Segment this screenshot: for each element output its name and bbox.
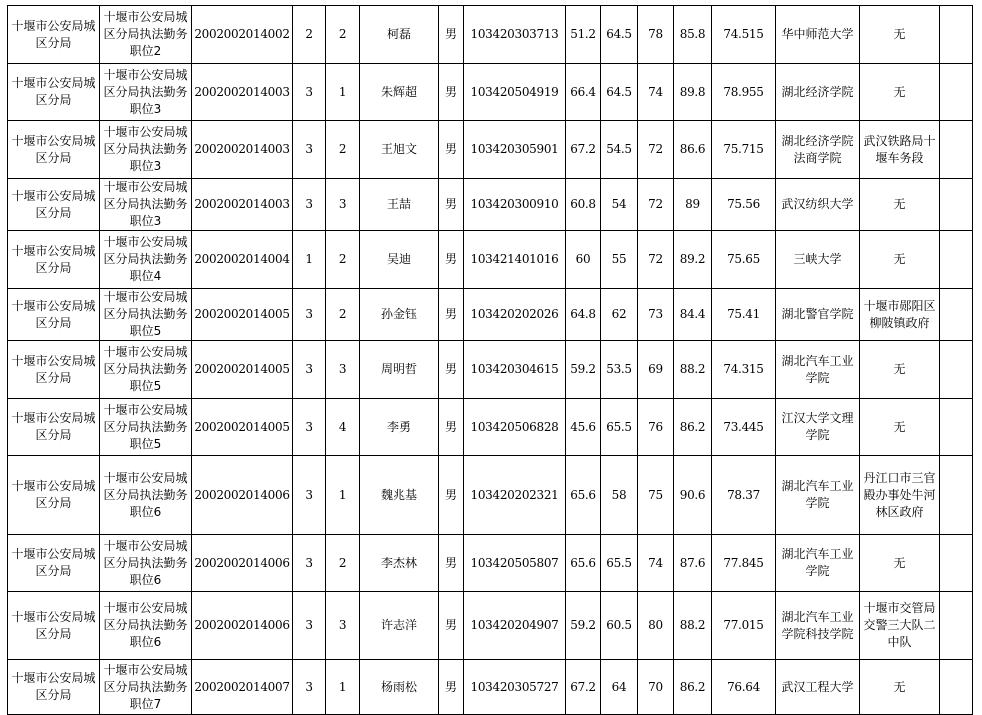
cell-extra — [940, 399, 973, 456]
cell-total-score: 74.515 — [712, 6, 776, 64]
cell-score-4: 85.8 — [674, 6, 712, 64]
cell-unit: 十堰市公安局城区分局 — [8, 341, 100, 399]
cell-unit: 十堰市公安局城区分局 — [8, 456, 100, 535]
cell-total-score: 78.37 — [712, 456, 776, 535]
cell-ticket-number: 103421401016 — [464, 231, 566, 289]
cell-score-4: 87.6 — [674, 535, 712, 592]
results-table — [7, 5, 973, 715]
cell-score-4: 89.8 — [674, 64, 712, 121]
cell-extra — [940, 121, 973, 179]
cell-position-code: 2002002014006 — [192, 456, 293, 535]
cell-total-score: 75.65 — [712, 231, 776, 289]
cell-position-code: 2002002014005 — [192, 341, 293, 399]
cell-position: 十堰市公安局城区分局执法勤务职位5 — [100, 289, 192, 341]
cell-score-2: 60.5 — [601, 592, 638, 660]
cell-extra — [940, 231, 973, 289]
cell-extra — [940, 6, 973, 64]
cell-score-3: 80 — [638, 592, 674, 660]
cell-score-4: 90.6 — [674, 456, 712, 535]
table-row — [8, 456, 973, 535]
results-table-body — [8, 6, 973, 715]
cell-school: 湖北汽车工业学院 — [776, 535, 860, 592]
cell-score-2: 64.5 — [601, 64, 638, 121]
cell-total-score: 76.64 — [712, 660, 776, 715]
cell-rank: 3 — [326, 179, 360, 231]
table-row — [8, 64, 973, 121]
cell-score-1: 60 — [566, 231, 601, 289]
cell-gender: 男 — [439, 399, 464, 456]
cell-rank: 2 — [326, 535, 360, 592]
cell-gender: 男 — [439, 592, 464, 660]
cell-employer: 无 — [860, 6, 940, 64]
cell-employer: 无 — [860, 535, 940, 592]
cell-score-1: 66.4 — [566, 64, 601, 121]
cell-total-score: 75.41 — [712, 289, 776, 341]
cell-position-code: 2002002014006 — [192, 535, 293, 592]
cell-score-2: 62 — [601, 289, 638, 341]
table-row — [8, 121, 973, 179]
cell-score-4: 89.2 — [674, 231, 712, 289]
cell-extra — [940, 535, 973, 592]
cell-score-1: 65.6 — [566, 535, 601, 592]
cell-total-score: 73.445 — [712, 399, 776, 456]
cell-score-2: 54.5 — [601, 121, 638, 179]
cell-quota: 3 — [293, 456, 326, 535]
cell-total-score: 75.56 — [712, 179, 776, 231]
cell-gender: 男 — [439, 179, 464, 231]
cell-position-code: 2002002014005 — [192, 289, 293, 341]
cell-score-3: 72 — [638, 179, 674, 231]
cell-school: 三峡大学 — [776, 231, 860, 289]
cell-name: 柯磊 — [360, 6, 439, 64]
cell-gender: 男 — [439, 289, 464, 341]
cell-ticket-number: 103420506828 — [464, 399, 566, 456]
cell-name: 魏兆基 — [360, 456, 439, 535]
cell-gender: 男 — [439, 535, 464, 592]
cell-rank: 3 — [326, 341, 360, 399]
cell-score-3: 74 — [638, 535, 674, 592]
cell-unit: 十堰市公安局城区分局 — [8, 399, 100, 456]
cell-rank: 2 — [326, 121, 360, 179]
cell-ticket-number: 103420303713 — [464, 6, 566, 64]
cell-position: 十堰市公安局城区分局执法勤务职位3 — [100, 64, 192, 121]
cell-school: 华中师范大学 — [776, 6, 860, 64]
cell-position: 十堰市公安局城区分局执法勤务职位6 — [100, 592, 192, 660]
cell-position: 十堰市公安局城区分局执法勤务职位6 — [100, 456, 192, 535]
cell-school: 湖北经济学院法商学院 — [776, 121, 860, 179]
table-row — [8, 341, 973, 399]
cell-ticket-number: 103420305727 — [464, 660, 566, 715]
cell-gender: 男 — [439, 341, 464, 399]
cell-quota: 3 — [293, 341, 326, 399]
cell-score-1: 60.8 — [566, 179, 601, 231]
cell-quota: 3 — [293, 289, 326, 341]
cell-score-2: 65.5 — [601, 399, 638, 456]
cell-ticket-number: 103420505807 — [464, 535, 566, 592]
cell-position: 十堰市公安局城区分局执法勤务职位5 — [100, 399, 192, 456]
cell-total-score: 78.955 — [712, 64, 776, 121]
cell-position: 十堰市公安局城区分局执法勤务职位3 — [100, 179, 192, 231]
table-row — [8, 289, 973, 341]
cell-total-score: 75.715 — [712, 121, 776, 179]
cell-quota: 3 — [293, 399, 326, 456]
cell-position-code: 2002002014003 — [192, 64, 293, 121]
cell-score-3: 74 — [638, 64, 674, 121]
cell-rank: 2 — [326, 231, 360, 289]
table-row — [8, 535, 973, 592]
cell-score-1: 51.2 — [566, 6, 601, 64]
cell-score-1: 65.6 — [566, 456, 601, 535]
cell-unit: 十堰市公安局城区分局 — [8, 231, 100, 289]
cell-gender: 男 — [439, 456, 464, 535]
cell-gender: 男 — [439, 660, 464, 715]
table-row — [8, 179, 973, 231]
cell-score-3: 69 — [638, 341, 674, 399]
table-row — [8, 592, 973, 660]
cell-rank: 1 — [326, 660, 360, 715]
cell-score-3: 76 — [638, 399, 674, 456]
cell-ticket-number: 103420204907 — [464, 592, 566, 660]
cell-name: 杨雨松 — [360, 660, 439, 715]
cell-score-1: 67.2 — [566, 121, 601, 179]
cell-score-4: 86.2 — [674, 399, 712, 456]
cell-quota: 1 — [293, 231, 326, 289]
cell-school: 江汉大学文理学院 — [776, 399, 860, 456]
cell-employer: 无 — [860, 660, 940, 715]
cell-rank: 2 — [326, 289, 360, 341]
cell-position-code: 2002002014005 — [192, 399, 293, 456]
cell-total-score: 74.315 — [712, 341, 776, 399]
cell-employer: 丹江口市三官殿办事处牛河林区政府 — [860, 456, 940, 535]
cell-employer: 无 — [860, 341, 940, 399]
cell-gender: 男 — [439, 121, 464, 179]
cell-gender: 男 — [439, 6, 464, 64]
cell-position-code: 2002002014002 — [192, 6, 293, 64]
cell-employer: 无 — [860, 399, 940, 456]
cell-score-3: 75 — [638, 456, 674, 535]
cell-score-2: 65.5 — [601, 535, 638, 592]
cell-quota: 3 — [293, 592, 326, 660]
cell-unit: 十堰市公安局城区分局 — [8, 121, 100, 179]
cell-score-1: 64.8 — [566, 289, 601, 341]
cell-score-1: 45.6 — [566, 399, 601, 456]
cell-extra — [940, 64, 973, 121]
cell-name: 周明哲 — [360, 341, 439, 399]
cell-extra — [940, 456, 973, 535]
cell-rank: 1 — [326, 64, 360, 121]
cell-name: 王喆 — [360, 179, 439, 231]
cell-total-score: 77.015 — [712, 592, 776, 660]
table-row — [8, 6, 973, 64]
cell-score-1: 59.2 — [566, 341, 601, 399]
cell-ticket-number: 103420202321 — [464, 456, 566, 535]
cell-score-3: 72 — [638, 231, 674, 289]
cell-score-3: 73 — [638, 289, 674, 341]
cell-name: 朱辉超 — [360, 64, 439, 121]
cell-position-code: 2002002014003 — [192, 179, 293, 231]
cell-name: 李杰林 — [360, 535, 439, 592]
cell-score-2: 64.5 — [601, 6, 638, 64]
cell-extra — [940, 179, 973, 231]
cell-score-3: 70 — [638, 660, 674, 715]
cell-rank: 4 — [326, 399, 360, 456]
cell-school: 湖北汽车工业学院 — [776, 341, 860, 399]
cell-score-1: 67.2 — [566, 660, 601, 715]
cell-unit: 十堰市公安局城区分局 — [8, 660, 100, 715]
cell-school: 湖北汽车工业学院科技学院 — [776, 592, 860, 660]
cell-position: 十堰市公安局城区分局执法勤务职位5 — [100, 341, 192, 399]
cell-quota: 3 — [293, 535, 326, 592]
cell-score-2: 58 — [601, 456, 638, 535]
cell-score-4: 86.6 — [674, 121, 712, 179]
cell-position: 十堰市公安局城区分局执法勤务职位3 — [100, 121, 192, 179]
cell-name: 孙金钰 — [360, 289, 439, 341]
cell-school: 湖北警官学院 — [776, 289, 860, 341]
cell-school: 武汉工程大学 — [776, 660, 860, 715]
cell-quota: 3 — [293, 64, 326, 121]
cell-position-code: 2002002014004 — [192, 231, 293, 289]
cell-score-4: 88.2 — [674, 592, 712, 660]
table-row — [8, 399, 973, 456]
cell-score-4: 89 — [674, 179, 712, 231]
cell-extra — [940, 592, 973, 660]
cell-quota: 2 — [293, 6, 326, 64]
cell-rank: 3 — [326, 592, 360, 660]
cell-extra — [940, 289, 973, 341]
cell-score-2: 53.5 — [601, 341, 638, 399]
cell-score-2: 54 — [601, 179, 638, 231]
cell-position: 十堰市公安局城区分局执法勤务职位6 — [100, 535, 192, 592]
cell-employer: 武汉铁路局十堰车务段 — [860, 121, 940, 179]
cell-name: 王旭文 — [360, 121, 439, 179]
cell-ticket-number: 103420304615 — [464, 341, 566, 399]
cell-score-3: 78 — [638, 6, 674, 64]
cell-ticket-number: 103420504919 — [464, 64, 566, 121]
cell-employer: 十堰市交管局交警三大队二中队 — [860, 592, 940, 660]
cell-name: 李勇 — [360, 399, 439, 456]
cell-unit: 十堰市公安局城区分局 — [8, 64, 100, 121]
cell-employer: 十堰市郧阳区柳陂镇政府 — [860, 289, 940, 341]
cell-name: 许志洋 — [360, 592, 439, 660]
cell-ticket-number: 103420305901 — [464, 121, 566, 179]
cell-school: 湖北经济学院 — [776, 64, 860, 121]
cell-quota: 3 — [293, 121, 326, 179]
cell-score-1: 59.2 — [566, 592, 601, 660]
cell-unit: 十堰市公安局城区分局 — [8, 592, 100, 660]
cell-score-3: 72 — [638, 121, 674, 179]
cell-unit: 十堰市公安局城区分局 — [8, 289, 100, 341]
cell-unit: 十堰市公安局城区分局 — [8, 179, 100, 231]
cell-score-4: 84.4 — [674, 289, 712, 341]
table-row — [8, 660, 973, 715]
cell-gender: 男 — [439, 231, 464, 289]
cell-employer: 无 — [860, 64, 940, 121]
cell-score-4: 88.2 — [674, 341, 712, 399]
cell-score-4: 86.2 — [674, 660, 712, 715]
cell-position: 十堰市公安局城区分局执法勤务职位7 — [100, 660, 192, 715]
cell-gender: 男 — [439, 64, 464, 121]
cell-position-code: 2002002014006 — [192, 592, 293, 660]
cell-extra — [940, 341, 973, 399]
cell-unit: 十堰市公安局城区分局 — [8, 6, 100, 64]
cell-rank: 1 — [326, 456, 360, 535]
cell-employer: 无 — [860, 179, 940, 231]
cell-employer: 无 — [860, 231, 940, 289]
cell-school: 武汉纺织大学 — [776, 179, 860, 231]
cell-score-2: 55 — [601, 231, 638, 289]
cell-position: 十堰市公安局城区分局执法勤务职位2 — [100, 6, 192, 64]
cell-school: 湖北汽车工业学院 — [776, 456, 860, 535]
cell-ticket-number: 103420300910 — [464, 179, 566, 231]
cell-extra — [940, 660, 973, 715]
cell-ticket-number: 103420202026 — [464, 289, 566, 341]
cell-position-code: 2002002014007 — [192, 660, 293, 715]
cell-score-2: 64 — [601, 660, 638, 715]
cell-position-code: 2002002014003 — [192, 121, 293, 179]
cell-unit: 十堰市公安局城区分局 — [8, 535, 100, 592]
cell-position: 十堰市公安局城区分局执法勤务职位4 — [100, 231, 192, 289]
cell-rank: 2 — [326, 6, 360, 64]
cell-quota: 3 — [293, 179, 326, 231]
table-row — [8, 231, 973, 289]
cell-total-score: 77.845 — [712, 535, 776, 592]
cell-name: 吴迪 — [360, 231, 439, 289]
cell-quota: 3 — [293, 660, 326, 715]
